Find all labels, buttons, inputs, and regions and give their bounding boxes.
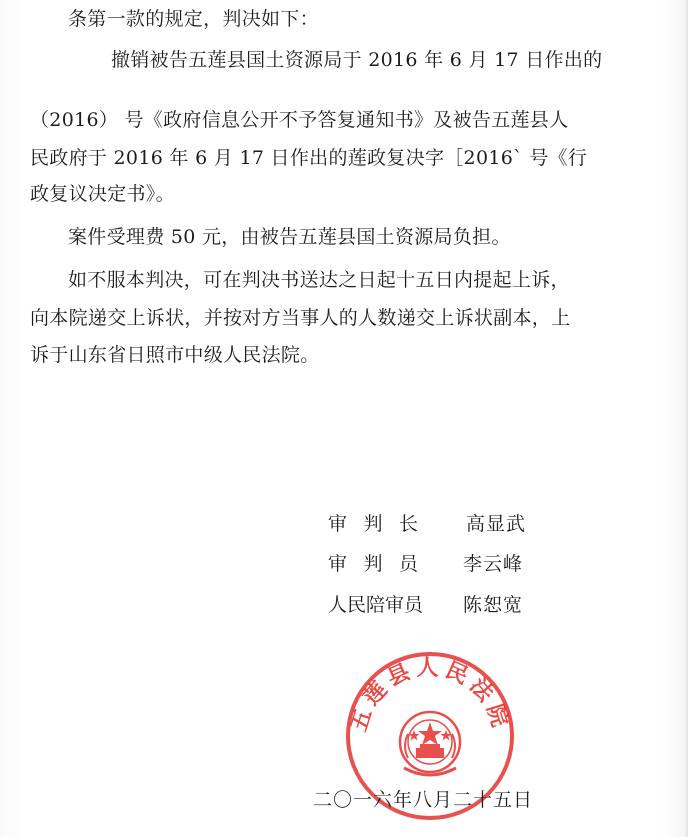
signatory-role-char: 审 [328, 513, 348, 535]
page-edge-shadow [684, 0, 688, 837]
signatory-role-char: 员 [398, 553, 418, 575]
text-line-2: 撤销被告五莲县国土资源局于 2016 年 6 月 17 日作出的 [111, 49, 603, 71]
judgment-date: 二〇一六年八月二十五日 [313, 789, 534, 811]
text-line-3: （2016） 号《政府信息公开不予答复通知书》及被告五莲县人 [30, 109, 569, 131]
signatory-role-presiding-judge [328, 512, 418, 536]
text-line-8: 向本院递交上诉状，并按对方当事人的人数递交上诉状副本，上 [30, 307, 571, 329]
text-line-1: 条第一款的规定，判决如下： [68, 8, 319, 30]
text-line-4: 民政府于 2016 年 6 月 17 日作出的莲政复决字［2016` 号《行 [30, 147, 588, 169]
signatory-role-char: 判 [363, 513, 383, 535]
text-line-5: 政复议决定书》。 [30, 183, 175, 205]
signatory-name-judge: 李云峰 [463, 553, 524, 575]
national-emblem-icon [400, 712, 460, 775]
signatory-name-presiding-judge: 高显武 [466, 513, 527, 535]
signatory-role-char: 长 [398, 513, 418, 535]
text-line-9: 诉于山东省日照市中级人民法院。 [30, 344, 320, 366]
signatory-role-char: 判 [363, 553, 383, 575]
signatory-role-judge [328, 552, 418, 576]
text-line-6: 案件受理费 50 元，由被告五莲县国土资源局负担。 [68, 226, 511, 248]
text-line-7: 如不服本判决，可在判决书送达之日起十五日内提起上诉， [68, 269, 570, 291]
signatory-role-char: 审 [328, 553, 348, 575]
signatory-role-people-assessor: 人民陪审员 [328, 594, 424, 616]
seal-arc-text: 五莲县人民法院 [346, 656, 514, 735]
signatory-name-people-assessor: 陈恕宽 [463, 594, 524, 616]
